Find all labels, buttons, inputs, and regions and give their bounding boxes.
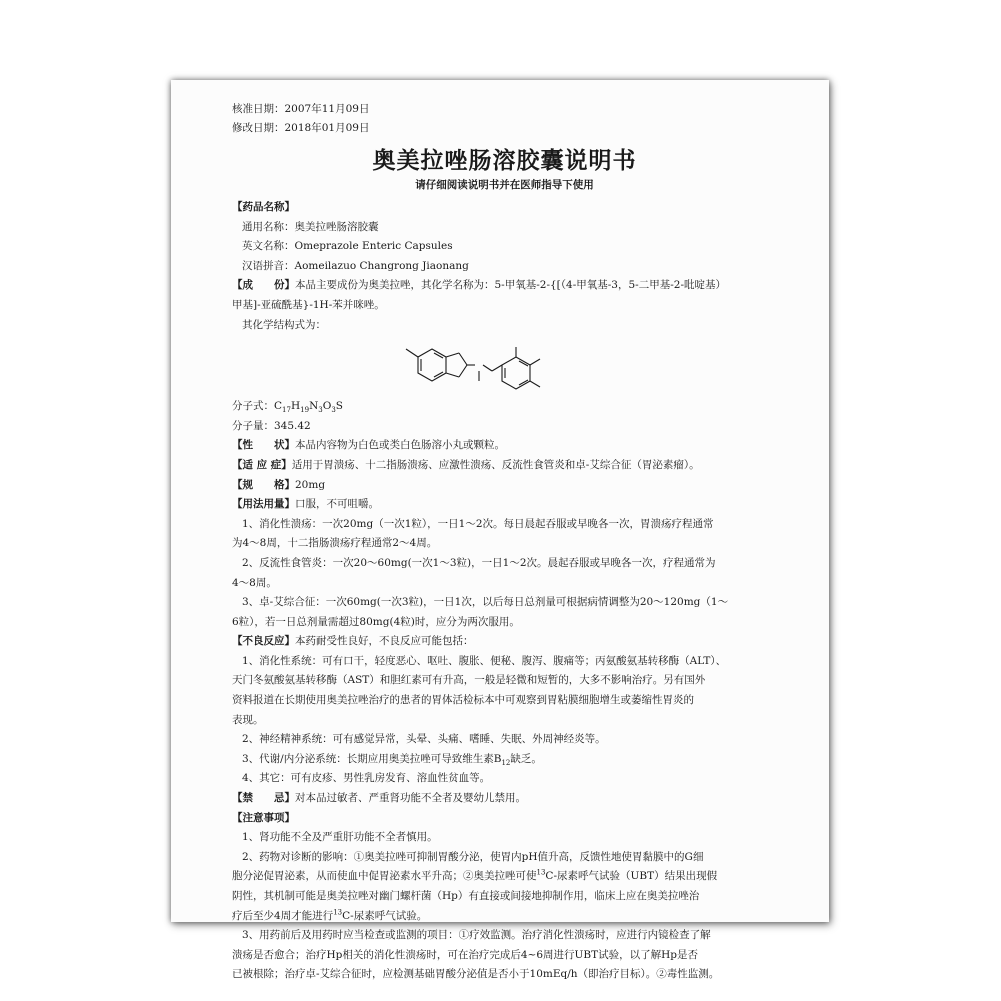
section-composition: 【成 份】本品主要成份为奥美拉唑，其化学名称为：5-甲氧基-2-{[（4-甲氧基-3，5-二甲基-2-吡啶基） — [232, 279, 726, 292]
precaution-line: 已被根除；治疗卓-艾综合征时，应检测基础胃酸分泌值是否小于10mEq/h（即治疗目标）。②毒性监测。 — [232, 968, 720, 981]
english-name: 英文名称：Omeprazole Enteric Capsules — [242, 240, 453, 253]
dosage-line: 为4～8周，十二指肠溃疡疗程通常2～4周。 — [232, 537, 438, 550]
page-title: 奥美拉唑肠溶胶囊说明书 — [372, 148, 637, 174]
precaution-line: 阴性，其机制可能是奥美拉唑对幽门螺杆菌（Hp）有直接或间接地抑制作用，临床上应在奥美拉唑治 — [232, 890, 700, 902]
composition-line-2: 甲基]-亚硫酰基}-1H-苯并咪唑。 — [232, 298, 385, 311]
precaution-line: 2、药物对诊断的影响：①奥美拉唑可抑制胃酸分泌，使胃内pH值升高，反馈性地使胃黏膜中的G细 — [242, 850, 704, 863]
section-drug-name: 【药品名称】 — [232, 201, 295, 213]
dosage-line: 4～8周。 — [232, 576, 277, 589]
section-indications: 【适 应 症】适用于胃溃疡、十二指肠溃疡、应激性溃疡、反流性食管炎和卓-艾综合征（胃泌素瘤）。 — [232, 458, 700, 471]
structure-label: 其化学结构式为： — [242, 318, 326, 331]
adverse-line: 4、其它：可有皮疹、男性乳房发育、溶血性贫血等。 — [242, 772, 491, 785]
chemical-structure-diagram — [362, 335, 582, 397]
section-properties: 【性 状】本品内容物为白色或类白色肠溶小丸或颗粒。 — [232, 439, 505, 452]
dosage-line: 3、卓-艾综合征：一次60mg(一次3粒)，一日1次，以后每日总剂量可根据病情调整为20～120mg（1～ — [242, 596, 729, 609]
dosage-line: 2、反流性食管炎：一次20～60mg(一次1～3粒)，一日1～2次。晨起吞服或早晚各一次，疗程通常为 — [242, 556, 716, 569]
section-contraindications: 【禁 忌】对本品过敏者、严重肾功能不全者及婴幼儿禁用。 — [232, 792, 526, 805]
molecular-formula: 分子式：$C_{17}H_{19}N_3O_3S$ — [232, 400, 343, 415]
precaution-line: 3、用药前后及用药时应当检查或监测的项目：①疗效监测。治疗消化性溃疡时，应进行内镜检查了解 — [242, 929, 711, 942]
section-dosage: 【用法用量】口服，不可咀嚼。 — [232, 498, 379, 511]
document-body — [232, 100, 777, 985]
revision-date: 修改日期：2018年01月09日 — [232, 122, 370, 134]
adverse-line: 资料报道在长期使用奥美拉唑治疗的患者的胃体活检标本中可观察到胃粘膜细胞增生或萎缩性胃炎的 — [232, 694, 694, 707]
pinyin-name: 汉语拼音：Aomeilazuo Changrong Jiaonang — [242, 259, 469, 272]
precaution-line: 溃疡是否愈合；治疗Hp相关的消化性溃疡时，可在治疗完成后4~6周进行UBT试验，以了解Hp是否 — [232, 948, 698, 961]
precaution-line: 1、肾功能不全及严重肝功能不全者慎用。 — [242, 831, 438, 844]
molecular-weight: 分子量：345.42 — [232, 419, 311, 432]
adverse-line: 表现。 — [232, 713, 264, 726]
section-specification: 【规 格】20mg — [232, 478, 326, 491]
section-precautions: 【注意事项】 — [232, 811, 295, 824]
document-page — [171, 80, 829, 981]
approval-date: 核准日期：2007年11月09日 — [232, 103, 370, 115]
precaution-line: 胞分泌促胃泌素，从而使血中促胃泌素水平升高；②奥美拉唑可使$^{13}$C-尿素呼气试验（UBT）结果出现假 — [232, 868, 718, 883]
dosage-line: 6粒），若一日总剂量需超过80mg(4粒)时，应分为两次服用。 — [232, 615, 520, 628]
section-adverse: 【不良反应】本药耐受性良好，不良反应可能包括： — [232, 635, 474, 648]
generic-name: 通用名称：奥美拉唑肠溶胶囊 — [242, 220, 379, 233]
adverse-line: 1、消化性系统：可有口干，轻度恶心、呕吐、腹胀、便秘、腹泻、腹痛等；丙氨酸氨基转移酶（ALT）、 — [242, 654, 727, 667]
adverse-line: 3、代谢/内分泌系统：长期应用奥美拉唑可导致维生素$B_{12}$缺乏。 — [242, 752, 542, 767]
chemical-structure — [232, 335, 777, 397]
adverse-line: 2、神经精神系统：可有感觉异常，头晕、头痛、嗜睡、失眠、外周神经炎等。 — [242, 733, 606, 746]
page-subtitle: 请仔细阅读说明书并在医师指导下使用 — [415, 179, 594, 191]
dosage-line: 1、消化性溃疡：一次20mg（一次1粒），一日1～2次。每日晨起吞服或早晚各一次，胃溃疡疗程通常 — [242, 517, 714, 530]
adverse-line: 天门冬氨酸氨基转移酶（AST）和胆红素可有升高，一般是轻微和短暂的，大多不影响治疗。另有国外 — [232, 674, 706, 687]
precaution-line: 疗后至少4周才能进行$^{13}$C-尿素呼气试验。 — [232, 908, 428, 922]
